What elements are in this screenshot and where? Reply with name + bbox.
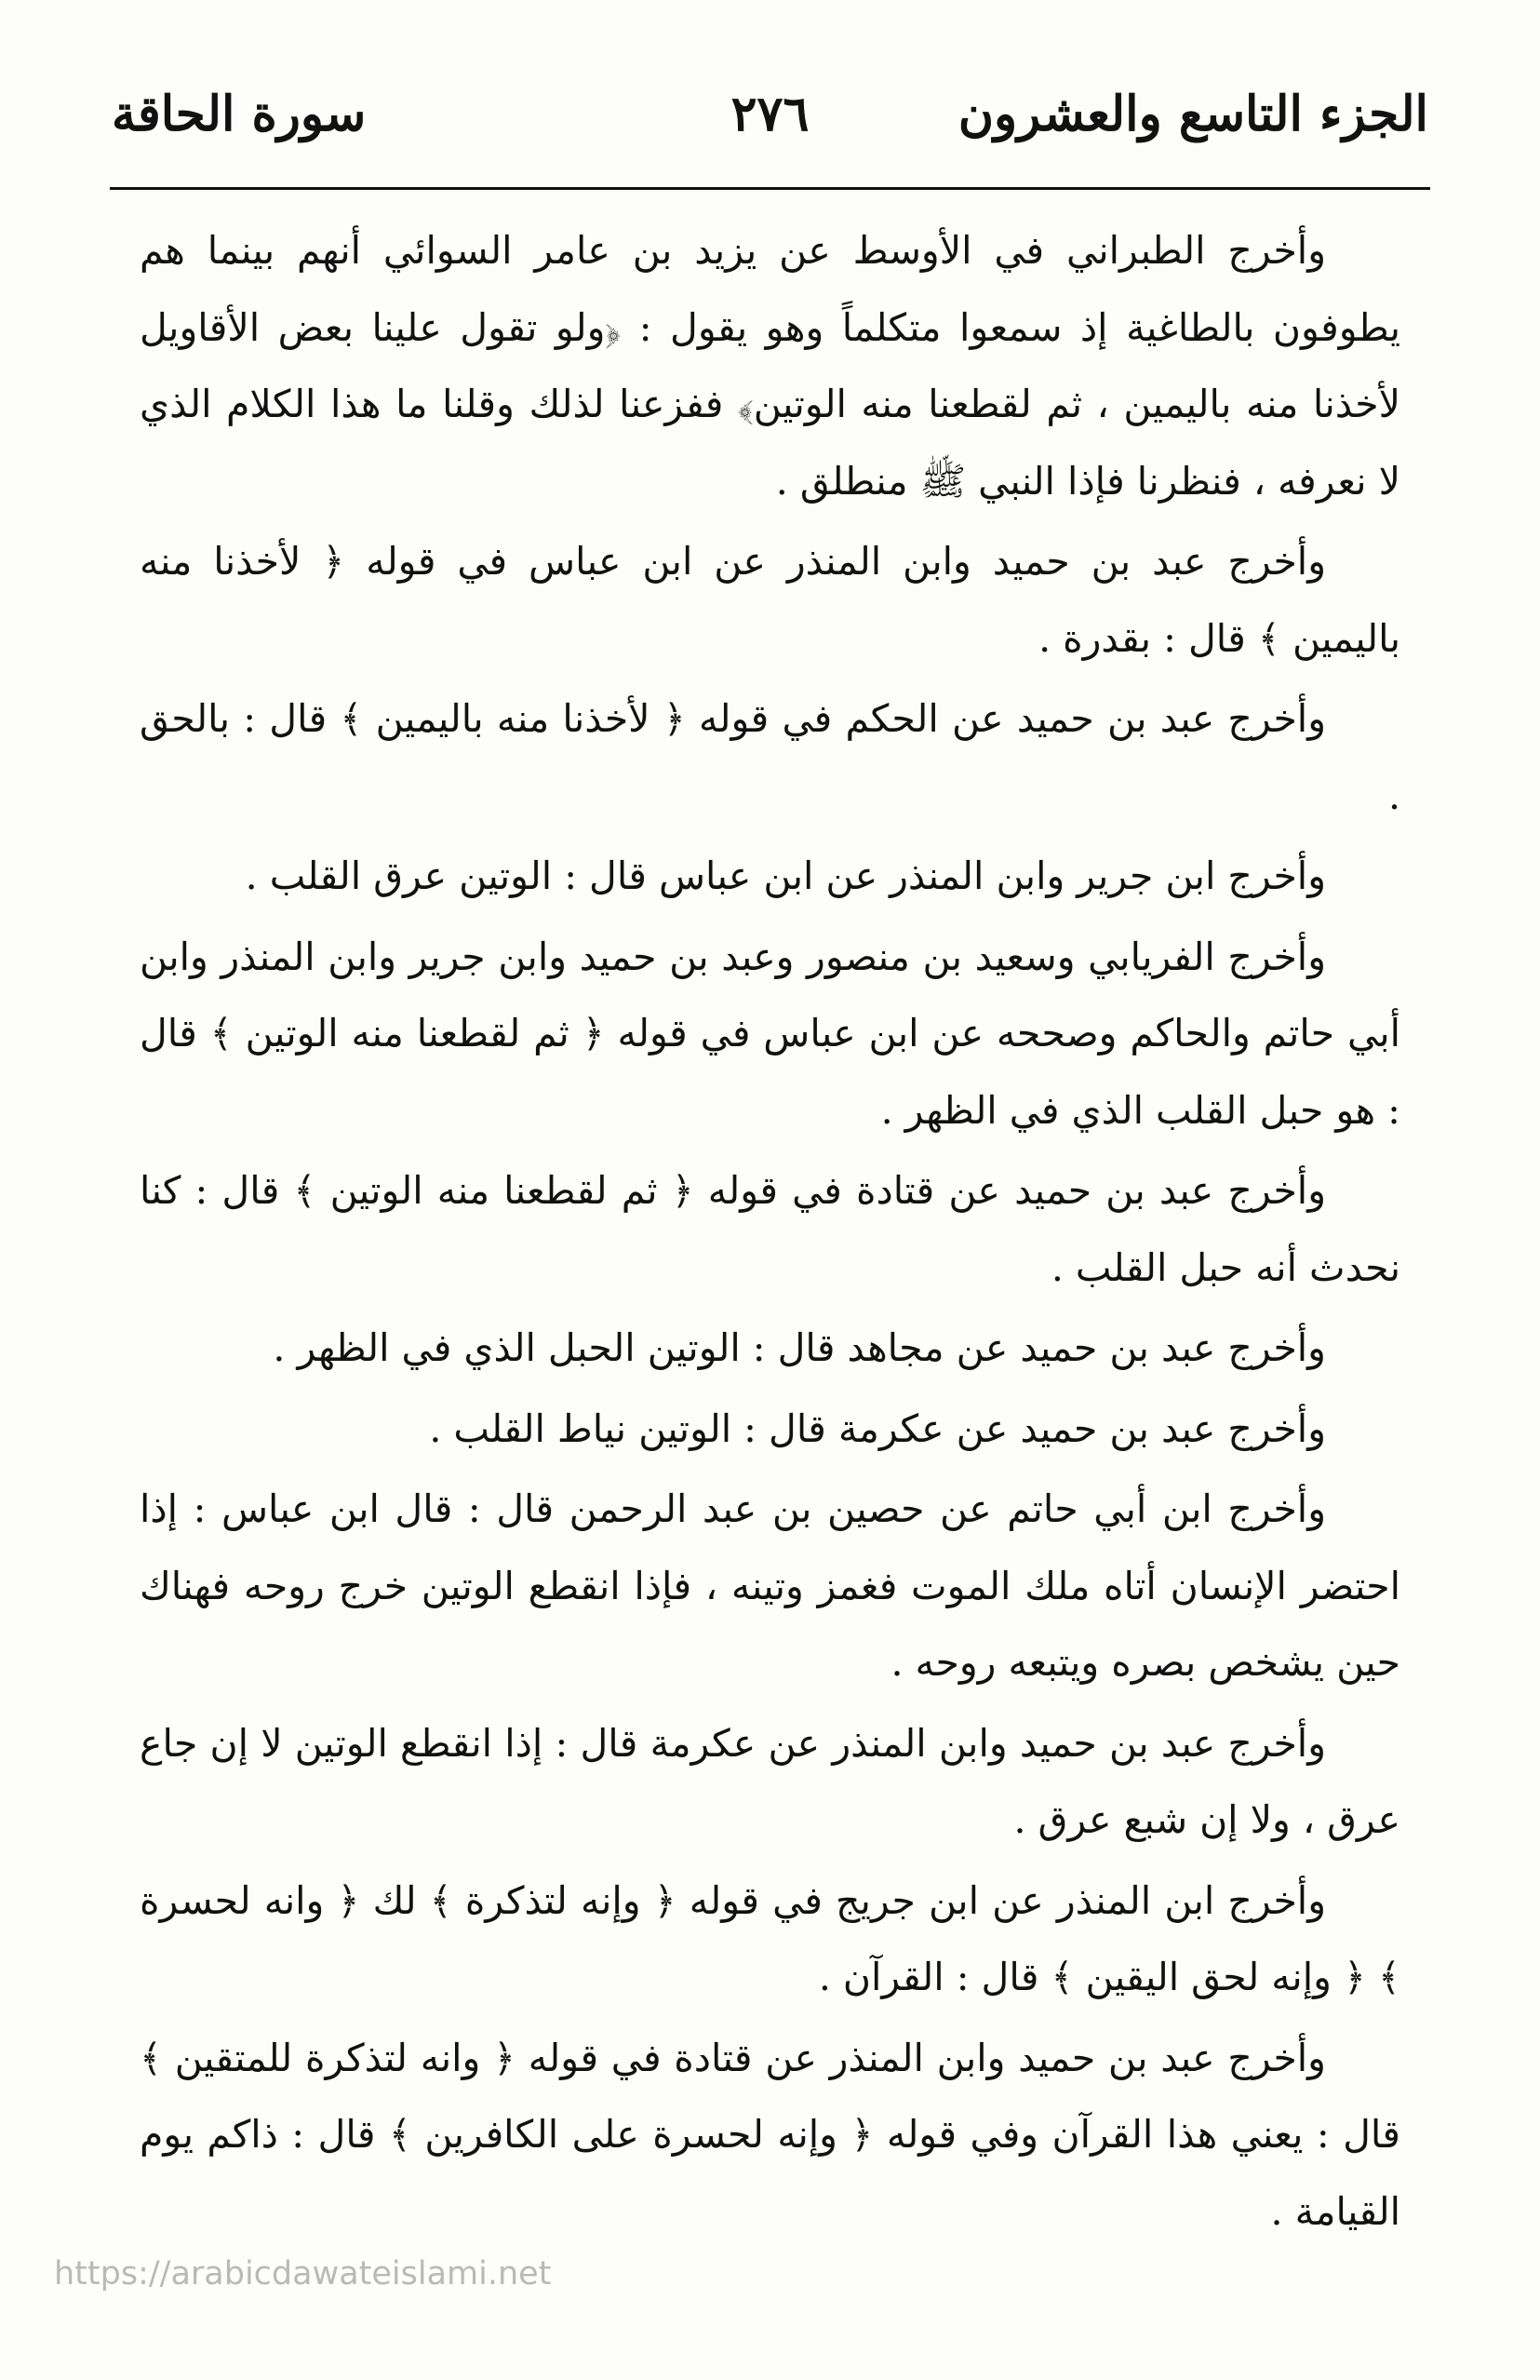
paragraph-2: وأخرج عبد بن حميد وابن المنذر عن ابن عباس في قوله ﴿ لأخذنا منه باليمين ﴾ قال : بقدرة . bbox=[140, 539, 1400, 661]
page-header bbox=[112, 74, 1428, 168]
header-divider bbox=[110, 187, 1430, 190]
paragraph-12: وأخرج عبد بن حميد وابن المنذر عن قتادة في قوله ﴿ وانه لتذكرة للمتقين ﴾ قال : يعني هذا القرآن وفي قوله ﴿ وإنه لحسرة على الكافرين ﴾ قال : ذاكم يوم القيامة . bbox=[140, 2035, 1400, 2234]
paragraph-4: وأخرج ابن جرير وابن المنذر عن ابن عباس قال : الوتين عرق القلب . bbox=[245, 854, 1326, 898]
paragraph-11: وأخرج ابن المنذر عن ابن جريج في قوله ﴿ وإنه لتذكرة ﴾ لك ﴿ وانه لحسرة ﴾ ﴿ وإنه لحق اليقين ﴾ قال : القرآن . bbox=[140, 1877, 1400, 1999]
paragraph-9: وأخرج ابن أبي حاتم عن حصين بن عبد الرحمن قال : قال ابن عباس : إذا احتضر الإنسان أتاه ملك الموت فغمز وتينه ، فإذا انقطع الوتين خرج روحه فهناك حين يشخص بصره ويتبعه روحه . bbox=[140, 1486, 1400, 1685]
paragraph-5: وأخرج الفريابي وسعيد بن منصور وعبد بن حميد وابن جرير وابن المنذر وابن أبي حاتم والحاكم وصححه عن ابن عباس في قوله ﴿ ثم لقطعنا منه الوتين ﴾ قال : هو حبل القلب الذي في الظهر . bbox=[140, 934, 1400, 1133]
paragraph-3: وأخرج عبد بن حميد عن الحكم في قوله ﴿ لأخذنا منه باليمين ﴾ قال : بالحق . bbox=[140, 696, 1400, 818]
paragraph-10: وأخرج عبد بن حميد وابن المنذر عن عكرمة قال : إذا انقطع الوتين لا إن جاع عرق ، ولا إن شبع عرق . bbox=[140, 1720, 1400, 1842]
paragraph-7: وأخرج عبد بن حميد عن مجاهد قال : الوتين الحبل الذي في الظهر . bbox=[273, 1325, 1326, 1370]
paragraph-6: وأخرج عبد بن حميد عن قتادة في قوله ﴿ ثم لقطعنا منه الوتين ﴾ قال : كنا نحدث أنه حبل القلب . bbox=[140, 1168, 1400, 1290]
page-number: ٢٧٦ bbox=[730, 86, 810, 142]
surah-title: سورة الحاقة bbox=[112, 86, 367, 142]
source-watermark: https://arabicdawateislami.net bbox=[54, 2255, 552, 2293]
paragraph-8: وأخرج عبد بن حميد عن عكرمة قال : الوتين نياط القلب . bbox=[429, 1405, 1326, 1451]
part-title: الجزء التاسع والعشرون bbox=[957, 86, 1428, 142]
paragraph-1: وأخرج الطبراني في الأوسط عن يزيد بن عامر السوائي أنهم بينما هم يطوفون بالطاغية إذ سمعوا متكلماً وهو يقول : ﴿ولو تقول علينا بعض الأقاويل لأخذنا منه باليمين ، ثم لقطعنا منه الوتين﴾ ففزعنا لذلك وقلنا ما هذا الكلام الذي لا نعرفه ، فنظرنا فإذا النبي ﷺ منطلق . bbox=[140, 228, 1401, 504]
page-body bbox=[140, 212, 1400, 2253]
